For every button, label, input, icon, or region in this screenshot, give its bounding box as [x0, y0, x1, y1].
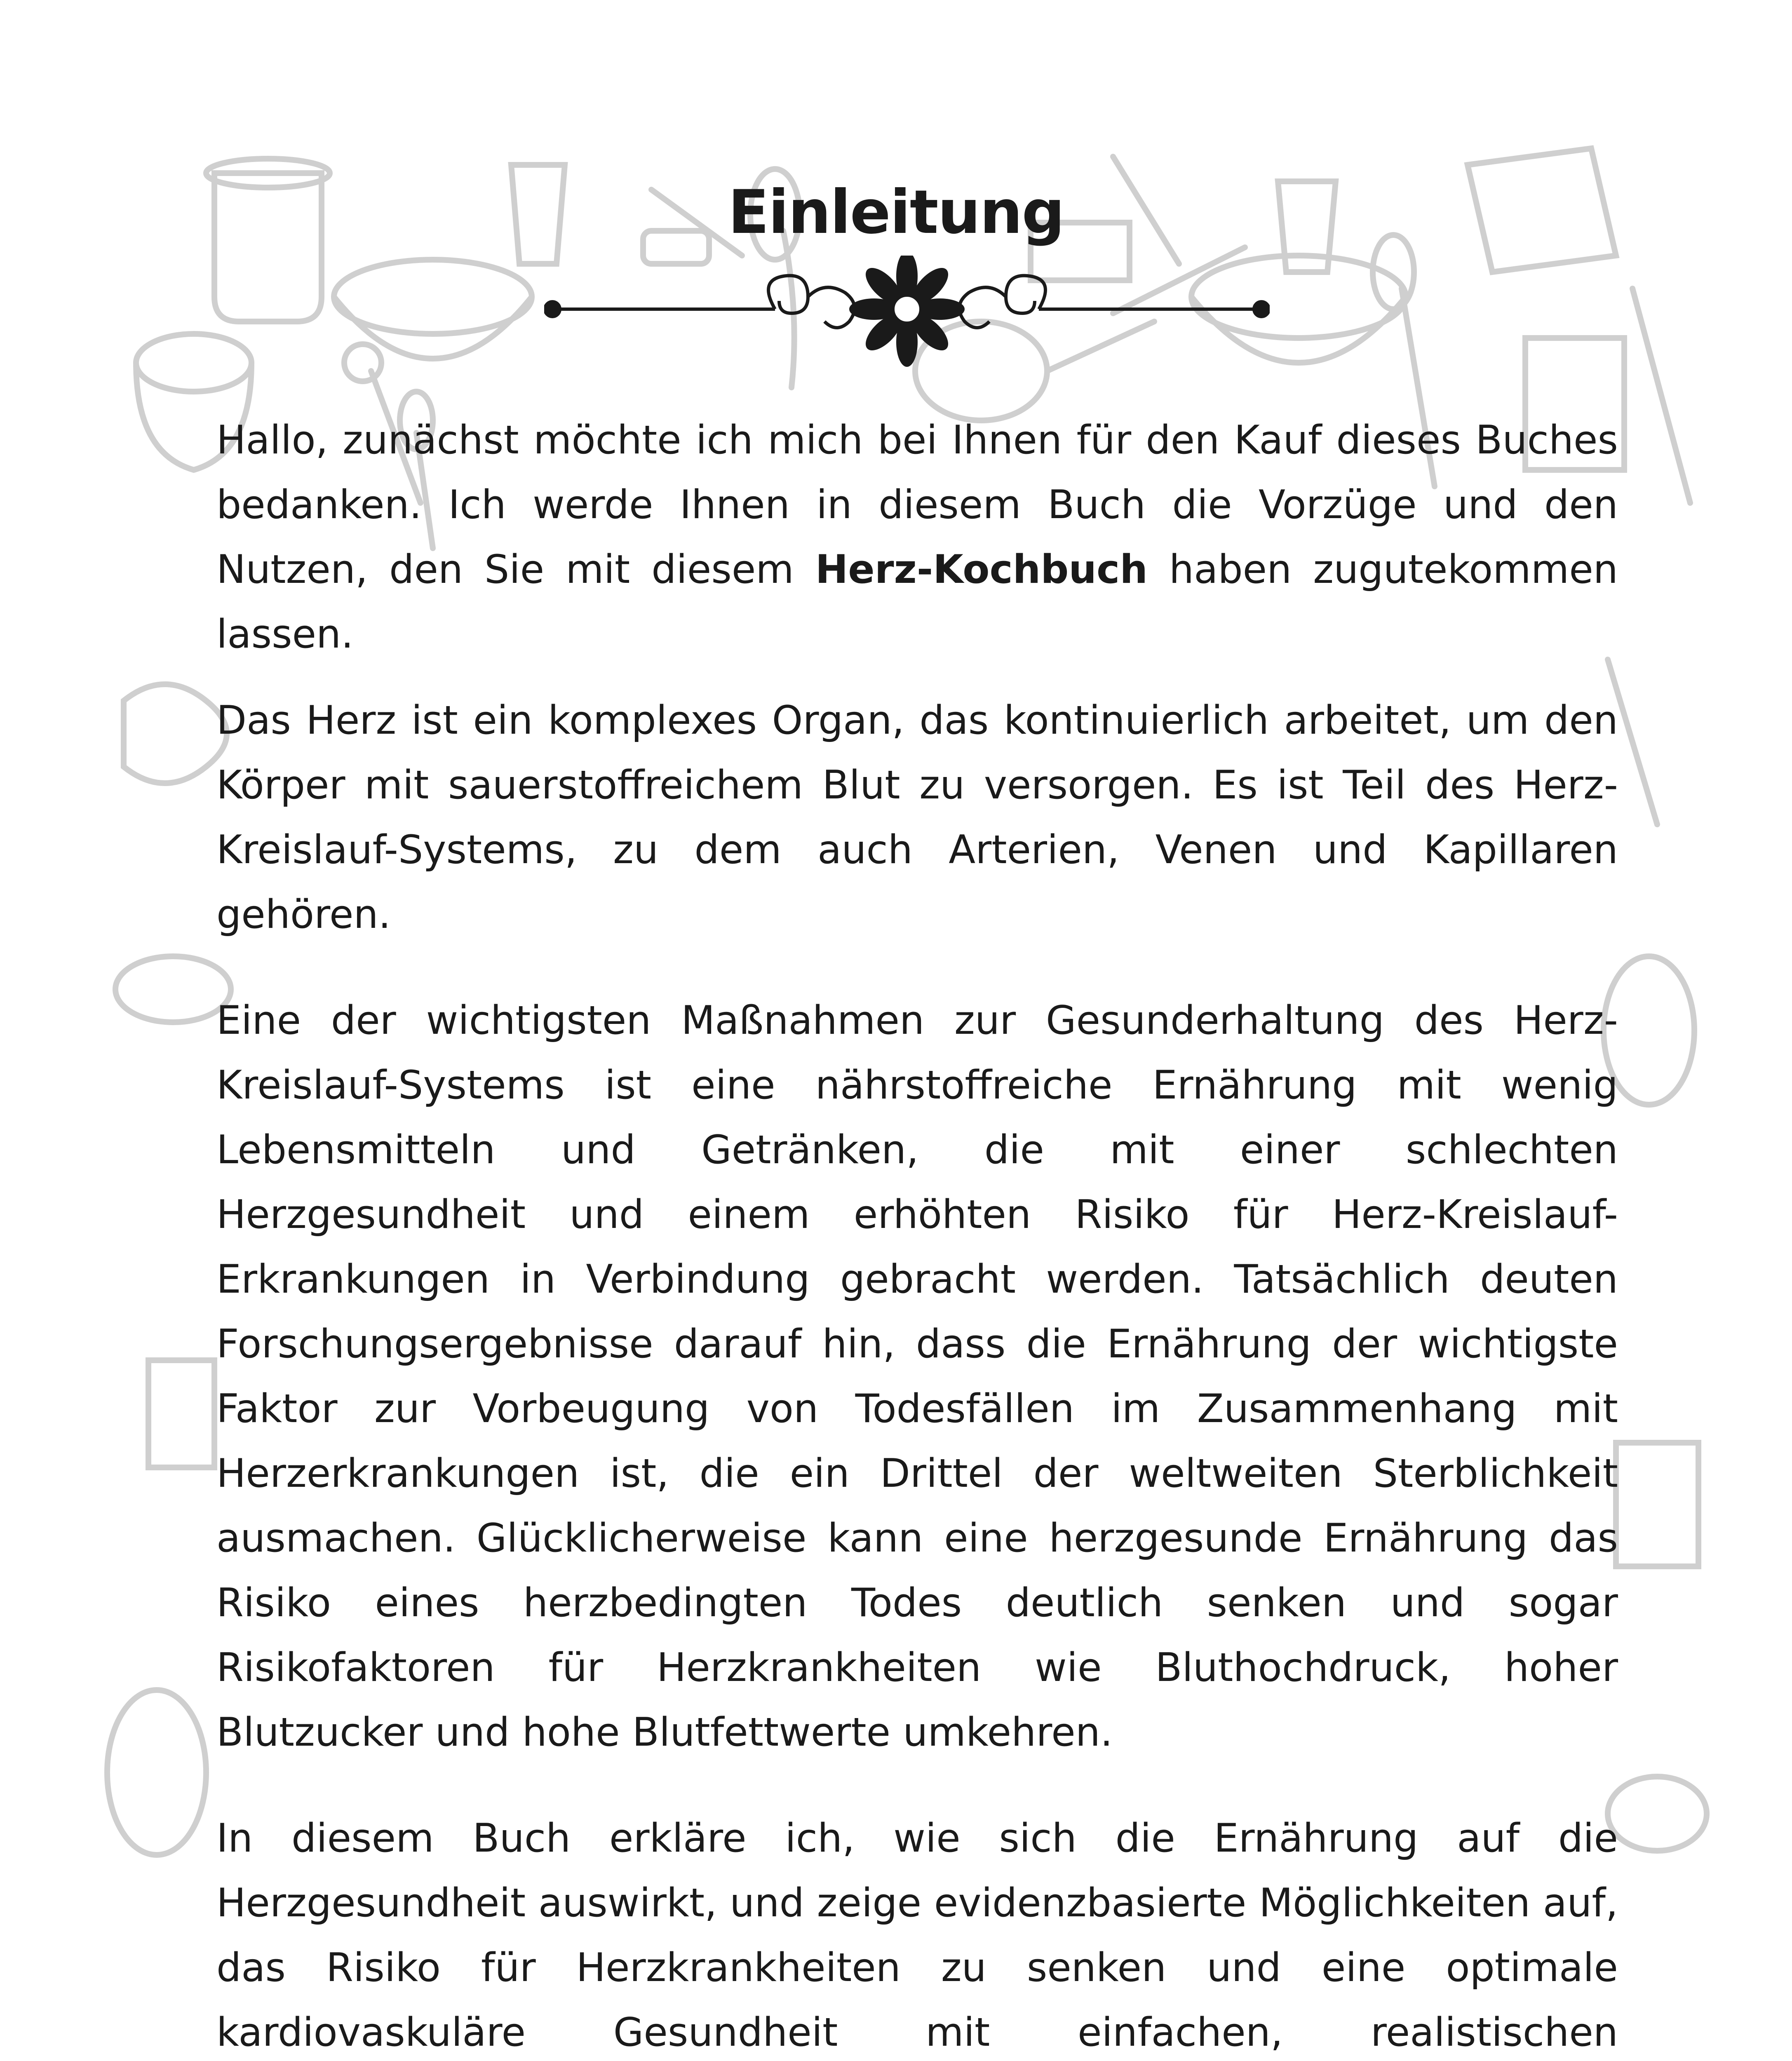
paragraph-3: In diesem Buch erkläre ich, wie sich die Ernährung auf die Herzgesundheit auswirkt, und zeige evidenzbasierte Möglichkeiten auf, das Risiko für Herzkrankheiten zu senken und eine optimale kardiovaskuläre Gesundheit mit einfachen, realistischen — [216, 1816, 1618, 2055]
intro-paragraph: Hallo, zunächst möchte ich mich bei Ihnen für den Kauf dieses Buches bedanken. Ich werde Ihnen in diesem Buch die Vorzüge und den Nutzen, den Sie mit diesem Herz-Kochbuch haben zugutekommen lassen. — [216, 418, 1618, 657]
paragraph-2: Eine der wichtigsten Maßnahmen zur Gesunderhaltung des Herz-Kreislauf-Systems ist eine nährstoffreiche Ernährung mit wenig Lebensmitteln und Getränken, die mit einer schlechten Herzgesundheit und einem erhöhten Risiko für Herz-Kreislauf-Erkrankungen in Verbindung gebracht werden. Tatsächlich deuten Forschungsergebnisse darauf hin, dass die Ernährung der wichtigste Faktor zur Vorbeugung von Todesfällen im Zusammenhang mit Herzerkrankungen ist, die ein Drittel der weltweiten Sterblichkeit ausmachen. Glücklicherweise kann eine herzgesunde Ernährung das Risiko eines herzbedingten Todes deutlich senken und sogar Risikofaktoren für Herzkrankheiten wie Bluthochdruck, hoher Blutzucker und hohe Blutfettwerte umkehren. — [216, 998, 1618, 1755]
book-name: Herz-Kochbuch — [815, 547, 1148, 592]
page-title: Einleitung — [728, 177, 1064, 247]
body-text — [216, 408, 1618, 2061]
flower-divider-ornament — [544, 256, 1270, 367]
paragraph-1: Das Herz ist ein komplexes Organ, das kontinuierlich arbeitet, um den Körper mit sauerstoffreichem Blut zu versorgen. Es ist Teil des Herz-Kreislauf-Systems, zu dem auch Arterien, Venen und Kapillaren gehören. — [216, 698, 1618, 937]
